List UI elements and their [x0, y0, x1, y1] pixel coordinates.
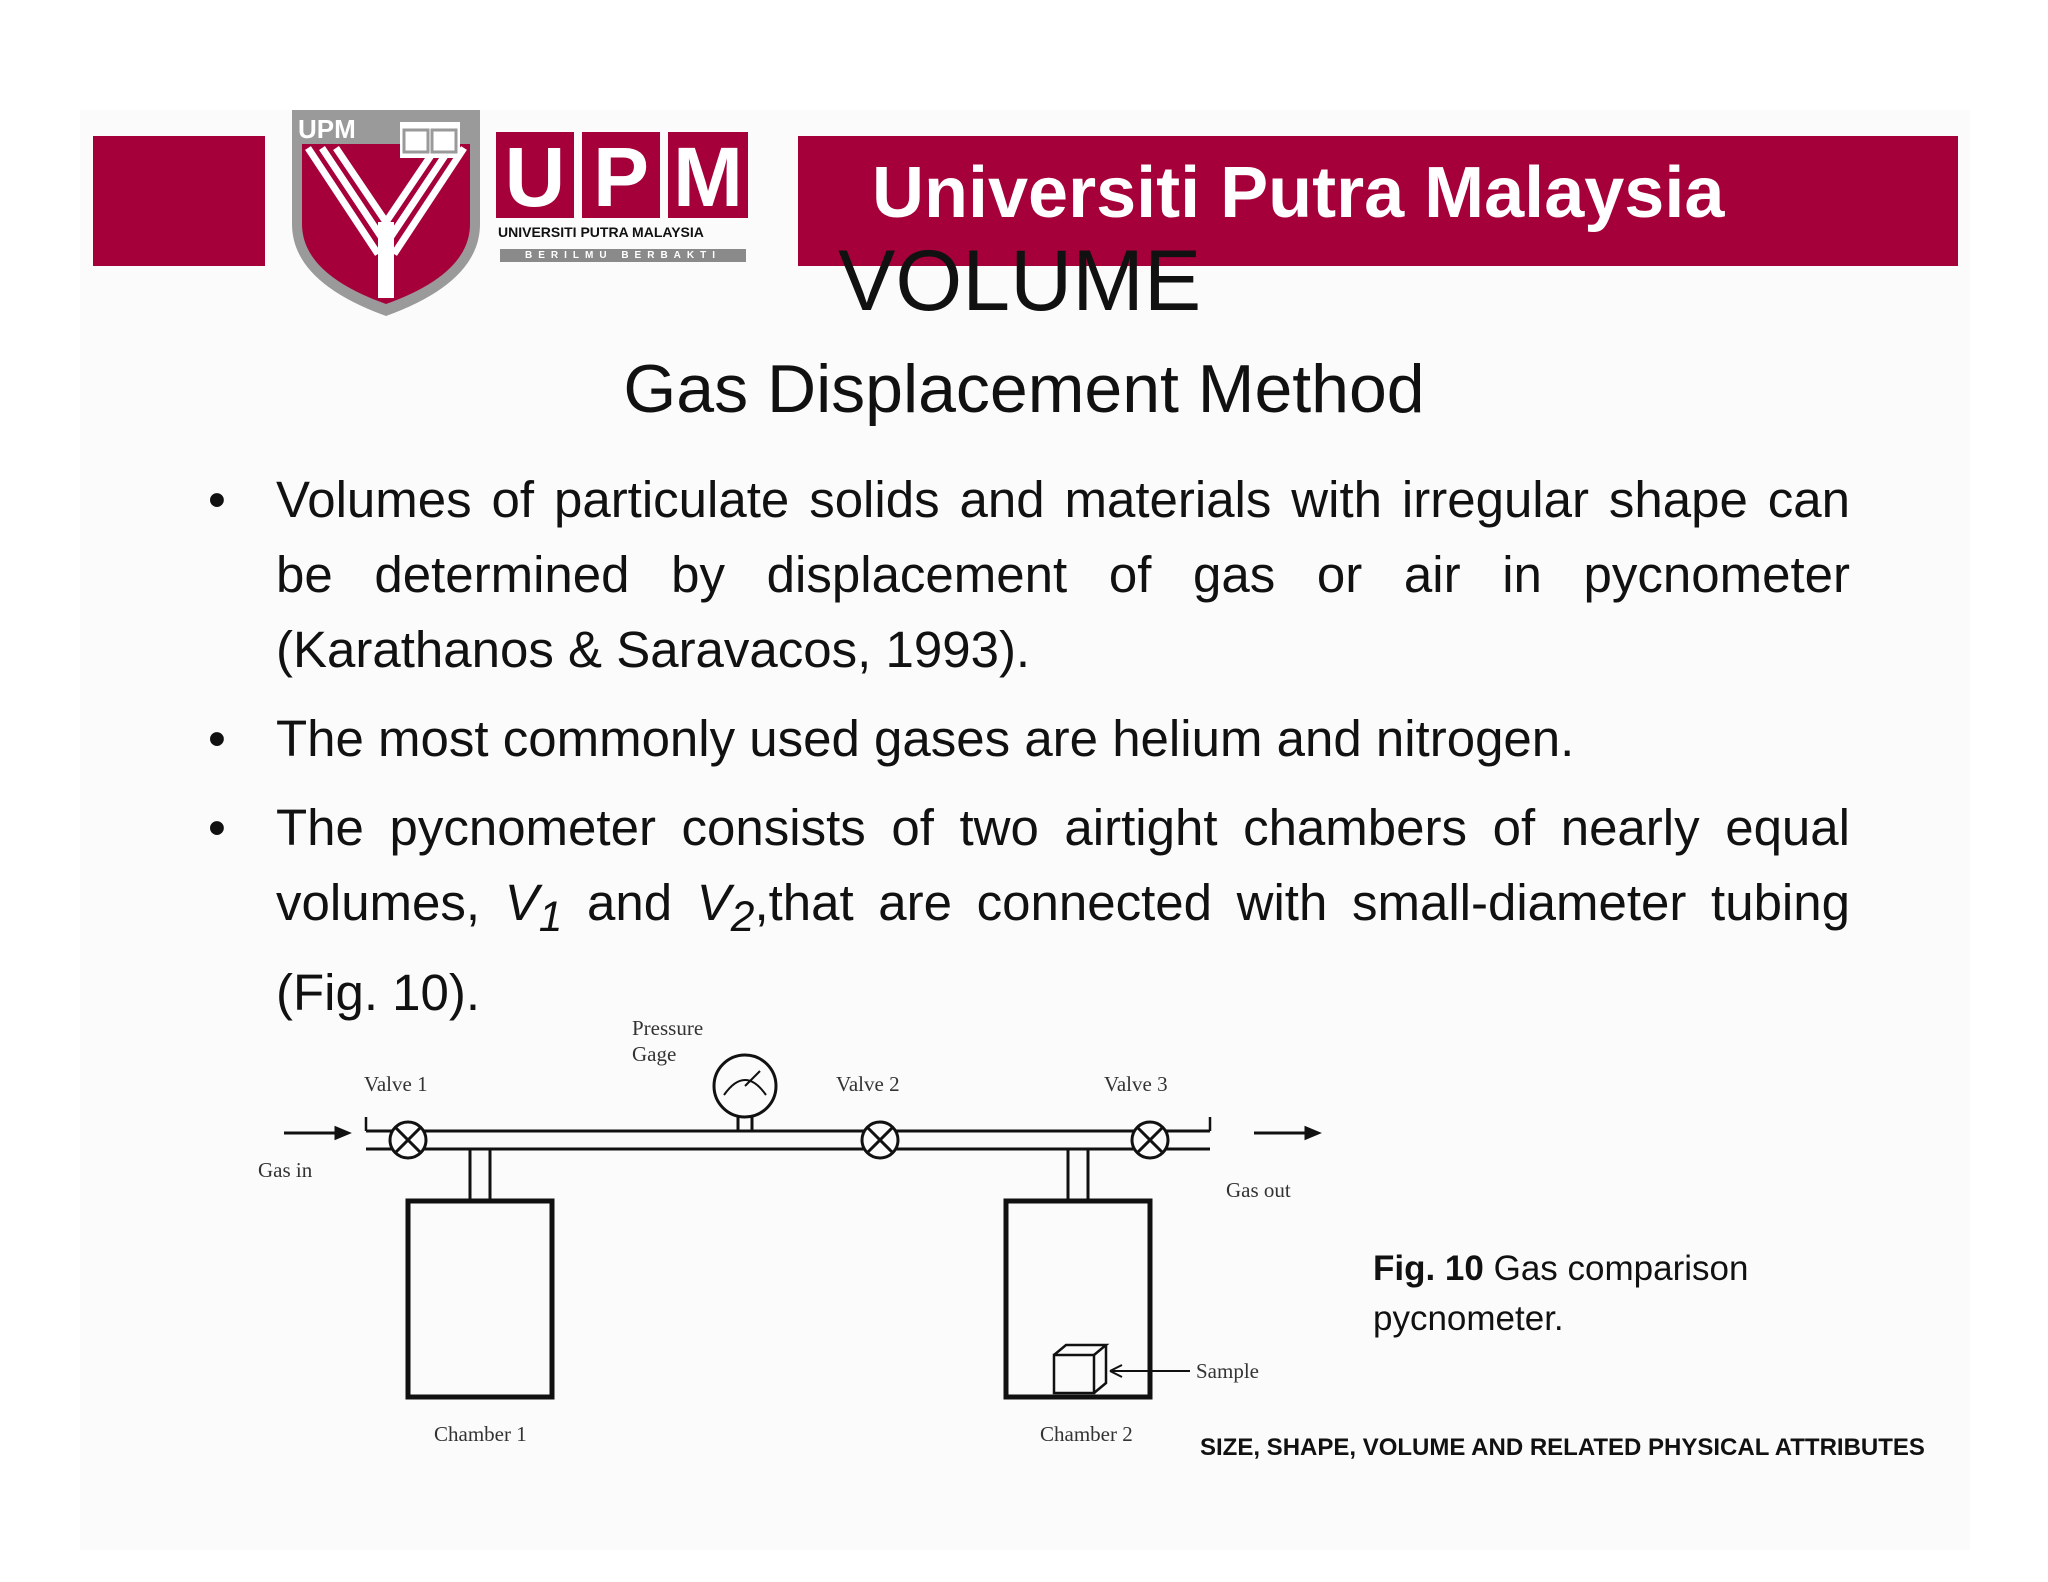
- pressure-gage-label-1: Pressure: [632, 1016, 704, 1040]
- gas-in-label: Gas in: [258, 1158, 313, 1182]
- pycnometer-diagram: [240, 1005, 1350, 1465]
- bullet-item: • The pycnometer consists of two airtight chambers of nearly equal volumes, $V_1$ and $V_2,that$ are connected with small-diameter tubing (Fig. 10).: [200, 790, 1850, 1030]
- svg-text:U: U: [504, 132, 566, 224]
- bullet-dot-icon: •: [208, 471, 226, 528]
- university-name: Universiti Putra Malaysia: [872, 153, 1725, 233]
- valve-1-label: Valve 1: [364, 1072, 428, 1096]
- chamber-1-label: Chamber 1: [434, 1422, 527, 1446]
- logo-motto: BERILMU BERBAKTI: [500, 249, 746, 262]
- bullet-text: The pycnometer consists of two airtight chambers of nearly equal volumes,: [276, 799, 1850, 931]
- bullet-text: ,that are connected with small-diameter tubing (Fig. 10).: [276, 874, 1850, 1022]
- university-crest-icon: [288, 104, 484, 318]
- volume-v2: $V_2$: [696, 874, 755, 942]
- figure-caption: [1373, 1244, 1813, 1344]
- gas-in-arrow-icon: [336, 1128, 348, 1138]
- bullet-list: [200, 462, 1850, 1044]
- figure-caption-text: Gas comparison pycnometer.: [1373, 1249, 1749, 1338]
- bullet-dot-icon: •: [208, 799, 226, 856]
- slide-footer: SIZE, SHAPE, VOLUME AND RELATED PHYSICAL ATTRIBUTES: [1200, 1434, 1925, 1461]
- bullet-text: The most commonly used gases are helium and nitrogen.: [276, 710, 1575, 767]
- svg-text:P: P: [592, 132, 650, 224]
- bullet-item: [200, 462, 1850, 687]
- volume-v1: $V_1$: [504, 874, 563, 942]
- valve-2-label: Valve 2: [836, 1072, 900, 1096]
- slide-title: VOLUME: [838, 233, 1202, 329]
- header-band-left: [93, 136, 265, 266]
- upm-logo-icon: [496, 132, 748, 268]
- bullet-text: Volumes of particulate solids and materials with irregular shape can be determined by displacement of gas or air in pycnometer (Karathanos & Saravacos, 1993).: [276, 471, 1850, 678]
- sample-icon: [1054, 1355, 1094, 1393]
- chamber-2-label: Chamber 2: [1040, 1422, 1133, 1446]
- crest-label: UPM: [298, 114, 356, 144]
- gas-out-arrow-icon: [1306, 1128, 1318, 1138]
- chamber-1-box: [408, 1201, 552, 1397]
- figure-caption-number: Fig. 10: [1373, 1249, 1484, 1288]
- sample-label: Sample: [1196, 1359, 1259, 1383]
- bullet-dot-icon: •: [208, 710, 226, 767]
- slide-subtitle: Gas Displacement Method: [623, 351, 1425, 427]
- logo-subtitle: UNIVERSITI PUTRA MALAYSIA: [498, 224, 704, 240]
- bullet-item: [200, 701, 1850, 776]
- gas-out-label: Gas out: [1226, 1178, 1291, 1202]
- valve-3-label: Valve 3: [1104, 1072, 1168, 1096]
- pressure-gage-label-2: Gage: [632, 1042, 677, 1066]
- svg-text:M: M: [673, 132, 743, 224]
- chamber-2-box: [1006, 1201, 1150, 1397]
